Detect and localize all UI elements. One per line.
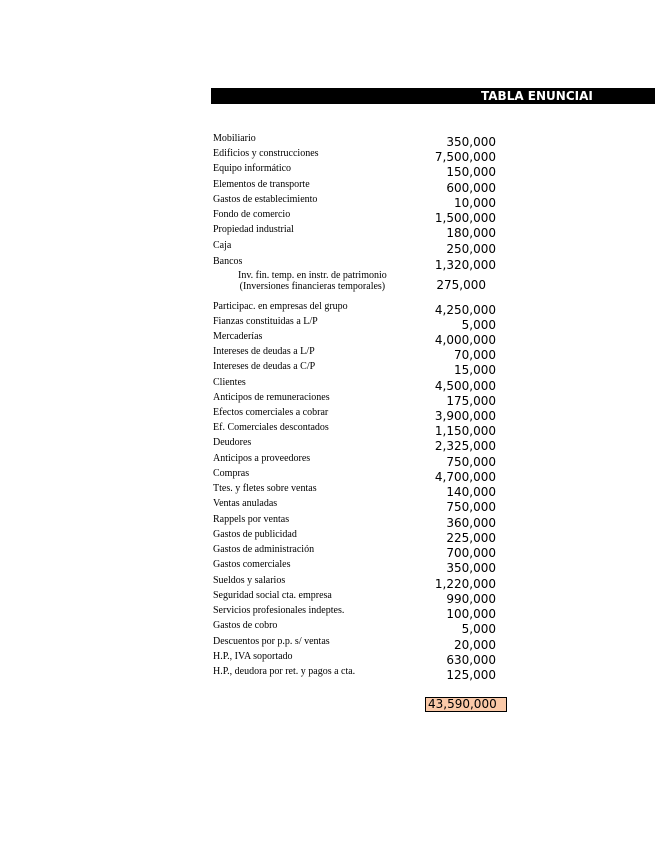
item-value: 10,000	[454, 196, 496, 210]
table-title: TABLA ENUNCIAI	[481, 89, 593, 103]
item-value: 360,000	[446, 516, 496, 530]
item-value: 250,000	[446, 242, 496, 256]
item-label: Servicios profesionales indeptes.	[213, 605, 345, 616]
list-item	[0, 514, 655, 529]
item-value: 150,000	[446, 165, 496, 179]
item-value: 350,000	[446, 561, 496, 575]
item-label: Intereses de deudas a C/P	[213, 361, 316, 372]
list-item	[0, 377, 655, 392]
item-label: Gastos de publicidad	[213, 529, 297, 540]
list-item	[0, 529, 655, 544]
item-value: 275,000	[436, 278, 486, 292]
list-item	[0, 346, 655, 361]
item-label: H.P., IVA soportado	[213, 651, 293, 662]
item-label: Fianzas constituidas a L/P	[213, 316, 318, 327]
list-item	[0, 620, 655, 635]
item-value: 2,325,000	[434, 439, 496, 453]
item-label: Edificios y construcciones	[213, 148, 319, 159]
list-item	[0, 453, 655, 468]
table-header-bar	[211, 88, 655, 104]
item-value: 125,000	[446, 668, 496, 682]
list-item	[0, 483, 655, 498]
item-value: 990,000	[446, 592, 496, 606]
item-label-line: (Inversiones financieras temporales)	[239, 281, 386, 292]
item-label: Ventas anuladas	[213, 498, 278, 509]
item-value: 5,000	[461, 318, 496, 332]
list-item	[0, 301, 655, 316]
item-label: Bancos	[213, 256, 243, 267]
item-value: 700,000	[446, 546, 496, 560]
item-value: 630,000	[446, 653, 496, 667]
item-label: Gastos comerciales	[213, 559, 291, 570]
item-value: 1,150,000	[434, 424, 496, 438]
item-label: Mercaderías	[213, 331, 263, 342]
item-value: 4,250,000	[434, 303, 496, 317]
list-item	[0, 666, 655, 681]
item-value: 7,500,000	[434, 150, 496, 164]
list-item	[0, 392, 655, 407]
item-label: Sueldos y salarios	[213, 575, 286, 586]
item-label: Caja	[213, 240, 232, 251]
list-item	[0, 559, 655, 574]
total-cell[interactable]: 43,590,000	[425, 697, 507, 712]
item-label: Efectos comerciales a cobrar	[213, 407, 329, 418]
item-label: Intereses de deudas a L/P	[213, 346, 315, 357]
item-label: Anticipos de remuneraciones	[213, 392, 330, 403]
item-label: Participac. en empresas del grupo	[213, 301, 348, 312]
list-item	[0, 148, 655, 163]
item-label: Gastos de cobro	[213, 620, 278, 631]
list-item	[0, 240, 655, 255]
item-value: 750,000	[446, 455, 496, 469]
item-label: Ef. Comerciales descontados	[213, 422, 329, 433]
item-value: 3,900,000	[434, 409, 496, 423]
item-label: Propiedad industrial	[213, 224, 294, 235]
item-label: Elementos de transporte	[213, 179, 310, 190]
item-label	[238, 270, 387, 292]
item-value: 100,000	[446, 607, 496, 621]
list-item	[0, 636, 655, 651]
item-label: Fondo de comercio	[213, 209, 291, 220]
item-label: Rappels por ventas	[213, 514, 290, 525]
list-item	[0, 575, 655, 590]
list-item	[0, 407, 655, 422]
list-item	[0, 194, 655, 209]
item-value: 180,000	[446, 226, 496, 240]
list-item	[0, 422, 655, 437]
item-value: 350,000	[446, 135, 496, 149]
item-value: 225,000	[446, 531, 496, 545]
item-value: 140,000	[446, 485, 496, 499]
item-label: Equipo informático	[213, 163, 292, 174]
item-value: 1,500,000	[434, 211, 496, 225]
list-item	[0, 209, 655, 224]
item-label: Seguridad social cta. empresa	[213, 590, 332, 601]
list-item	[0, 316, 655, 331]
list-item	[0, 256, 655, 271]
list-item	[0, 361, 655, 376]
list-item	[0, 163, 655, 178]
list-item	[0, 605, 655, 620]
item-value: 4,500,000	[434, 379, 496, 393]
list-item	[0, 651, 655, 666]
list-item	[0, 224, 655, 239]
list-item	[0, 331, 655, 346]
item-label: Gastos de establecimiento	[213, 194, 318, 205]
item-label: Mobiliario	[213, 133, 256, 144]
item-label: Compras	[213, 468, 250, 479]
item-label: Ttes. y fletes sobre ventas	[213, 483, 317, 494]
list-item	[0, 270, 655, 294]
item-label: Descuentos por p.p. s/ ventas	[213, 636, 330, 647]
item-value: 4,000,000	[434, 333, 496, 347]
list-item	[0, 590, 655, 605]
item-value: 600,000	[446, 181, 496, 195]
list-item	[0, 498, 655, 513]
list-item	[0, 133, 655, 148]
item-label: Anticipos a proveedores	[213, 453, 311, 464]
item-value: 4,700,000	[434, 470, 496, 484]
item-label: Clientes	[213, 377, 246, 388]
item-value: 5,000	[461, 622, 496, 636]
list-item	[0, 179, 655, 194]
item-value: 70,000	[454, 348, 496, 362]
item-label-line: Inv. fin. temp. en instr. de patrimonio	[238, 270, 387, 281]
item-value: 1,320,000	[434, 258, 496, 272]
item-value: 15,000	[454, 363, 496, 377]
item-value: 175,000	[446, 394, 496, 408]
item-label: Gastos de administración	[213, 544, 315, 555]
list-item	[0, 468, 655, 483]
item-value: 1,220,000	[434, 577, 496, 591]
item-label: Deudores	[213, 437, 252, 448]
list-item	[0, 437, 655, 452]
item-value: 20,000	[454, 638, 496, 652]
item-label: H.P., deudora por ret. y pagos a cta.	[213, 666, 356, 677]
item-value: 750,000	[446, 500, 496, 514]
list-item	[0, 544, 655, 559]
